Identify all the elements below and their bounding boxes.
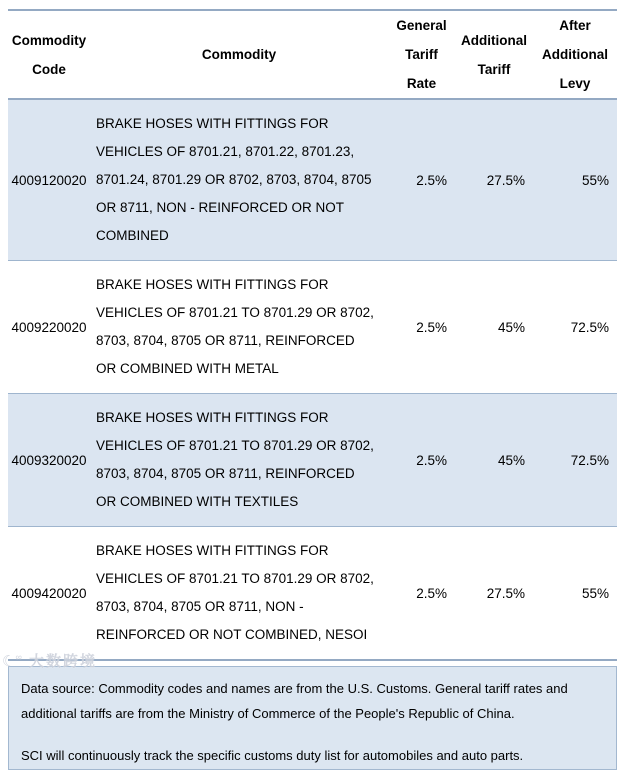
header-general-tariff-rate: General Tariff Rate xyxy=(396,18,447,91)
data-source-note: Data source: Commodity codes and names are from the U.S. Customs. General tariff rates and additional tariffs are from the Ministry of Commerce of the People's Republic of China. xyxy=(21,681,568,721)
tariff-table xyxy=(8,9,617,661)
after-additional-levy-cell: 72.5% xyxy=(570,452,609,468)
commodity-description-cell: BRAKE HOSES WITH FITTINGS FOR VEHICLES OF 8701.21, 8701.22, 8701.23, 8701.24, 8701.29 OR 8702, 8703, 8704, 8705 OR 8711, NON - REINFORCED OR NOT COMBINED xyxy=(96,116,372,243)
general-tariff-rate-cell: 2.5% xyxy=(416,585,447,601)
after-additional-levy-cell: 72.5% xyxy=(570,319,609,335)
commodity-code-cell: 4009420020 xyxy=(11,585,87,601)
header-commodity-code: Commodity Code xyxy=(11,32,87,77)
after-additional-levy-cell: 55% xyxy=(581,585,609,601)
table-header xyxy=(8,10,617,99)
additional-tariff-cell: 27.5% xyxy=(486,172,525,188)
commodity-code-cell: 4009220020 xyxy=(11,319,87,335)
table-row xyxy=(8,261,617,394)
table-row xyxy=(8,527,617,661)
additional-tariff-cell: 45% xyxy=(497,319,525,335)
commodity-code-cell: 4009320020 xyxy=(11,452,87,468)
general-tariff-rate-cell: 2.5% xyxy=(416,172,447,188)
footer-note-box xyxy=(8,666,617,770)
general-tariff-rate-cell: 2.5% xyxy=(416,319,447,335)
commodity-code-cell: 4009120020 xyxy=(11,172,87,188)
page xyxy=(0,9,623,763)
additional-tariff-cell: 45% xyxy=(497,452,525,468)
commodity-description-cell: BRAKE HOSES WITH FITTINGS FOR VEHICLES OF 8701.21 TO 8701.29 OR 8702, 8703, 8704, 8705 OR 8711, NON - REINFORCED OR NOT COMBINED, NESOI xyxy=(96,543,374,642)
after-additional-levy-cell: 55% xyxy=(581,172,609,188)
table-row xyxy=(8,394,617,527)
header-row xyxy=(8,10,617,99)
additional-tariff-cell: 27.5% xyxy=(486,585,525,601)
watermark-text: 大数跨境 xyxy=(29,653,98,670)
header-commodity: Commodity xyxy=(201,47,277,62)
general-tariff-rate-cell: 2.5% xyxy=(416,452,447,468)
table-row xyxy=(8,99,617,261)
header-additional-tariff: Additional Tariff xyxy=(461,32,527,77)
commodity-description-cell: BRAKE HOSES WITH FITTINGS FOR VEHICLES OF 8701.21 TO 8701.29 OR 8702, 8703, 8704, 8705 OR 8711, REINFORCED OR COMBINED WITH TEXTILES xyxy=(96,410,374,509)
tracking-note: SCI will continuously track the specific customs duty list for automobiles and auto parts. xyxy=(21,748,524,763)
watermark-moon-logo-icon: ☾∞ xyxy=(2,652,22,670)
commodity-description-cell: BRAKE HOSES WITH FITTINGS FOR VEHICLES OF 8701.21 TO 8701.29 OR 8702, 8703, 8704, 8705 OR 8711, REINFORCED OR COMBINED WITH METAL xyxy=(96,277,374,376)
header-after-additional-levy: After Additional Levy xyxy=(542,18,608,91)
